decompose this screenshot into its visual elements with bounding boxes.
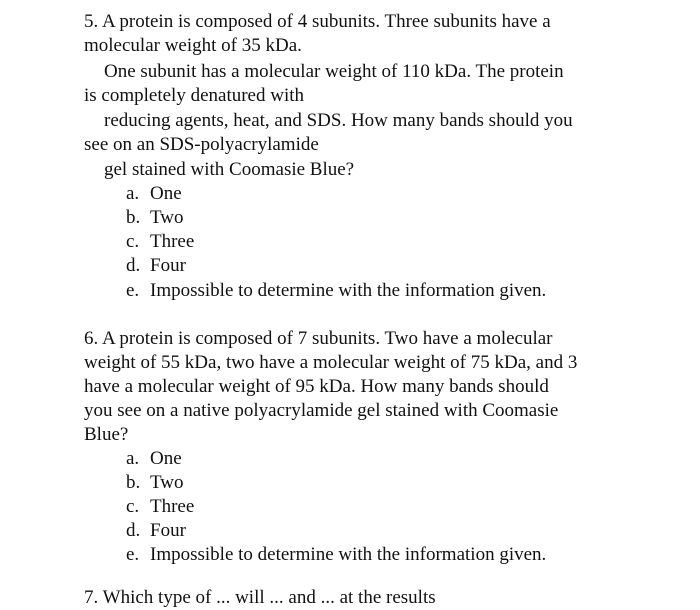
option-letter: e.: [126, 544, 140, 565]
q5-option-e: [126, 279, 546, 303]
q6-stem-line-3: have a molecular weight of 95 kDa. How many bands should: [84, 376, 549, 397]
option-letter: c.: [126, 496, 140, 517]
option-letter: a.: [126, 183, 140, 204]
option-text: Four: [150, 255, 186, 276]
option-text: Three: [150, 231, 195, 252]
q6-option-e: [126, 543, 546, 567]
q5-option-d: [126, 254, 186, 278]
q6-stem-line-1: 6. A protein is composed of 7 subunits. Two have a molecular: [84, 328, 553, 349]
q5-option-c: [126, 230, 194, 254]
option-letter: e.: [126, 280, 140, 301]
option-letter: c.: [126, 231, 140, 252]
option-letter: d.: [126, 520, 141, 541]
option-text: Four: [150, 520, 186, 541]
option-text: One: [150, 448, 182, 469]
q5-stem-line-2: molecular weight of 35 kDa.: [84, 35, 302, 56]
q5-option-b: [126, 206, 184, 230]
q6-option-d: [126, 519, 186, 543]
option-letter: d.: [126, 255, 141, 276]
option-letter: b.: [126, 207, 141, 228]
option-text: One: [150, 183, 182, 204]
option-text: Impossible to determine with the information given.: [150, 544, 547, 565]
option-text: Two: [150, 207, 184, 228]
option-text: Impossible to determine with the information given.: [150, 280, 547, 301]
q6-stem-line-4: you see on a native polyacrylamide gel stained with Coomasie: [84, 400, 559, 421]
q5-stem-line-6: see on an SDS-polyacrylamide: [84, 134, 319, 155]
q6-option-c: [126, 495, 194, 519]
q6-stem-line-5: Blue?: [84, 424, 129, 445]
q6-option-b: [126, 471, 184, 495]
q5-stem-line-5: reducing agents, heat, and SDS. How many bands should you: [104, 110, 573, 131]
q5-stem-line-4: is completely denatured with: [84, 85, 305, 106]
option-letter: b.: [126, 472, 141, 493]
q6-stem-line-2: weight of 55 kDa, two have a molecular weight of 75 kDa, and 3: [84, 352, 578, 373]
q5-stem-line-1: 5. A protein is composed of 4 subunits. Three subunits have a: [84, 11, 551, 32]
option-letter: a.: [126, 448, 140, 469]
q6-option-a: [126, 447, 182, 471]
q7-stem-cutoff: 7. Which type of ... will ... and ... at the results: [84, 587, 436, 608]
q5-stem-line-3: One subunit has a molecular weight of 110 kDa. The protein: [104, 61, 564, 82]
option-text: Two: [150, 472, 184, 493]
option-text: Three: [150, 496, 195, 517]
q5-option-a: [126, 182, 182, 206]
q5-stem-line-7: gel stained with Coomasie Blue?: [104, 159, 355, 180]
